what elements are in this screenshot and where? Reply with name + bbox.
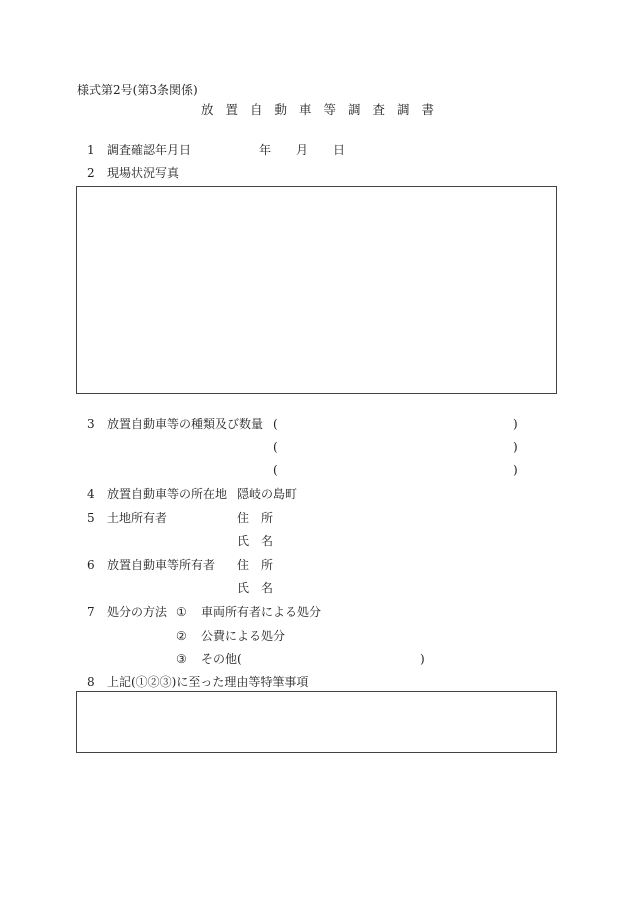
paren-close: ) <box>513 463 518 477</box>
option-3-mark: ③ <box>176 652 187 666</box>
item-7-label: 処分の方法 <box>107 605 168 619</box>
option-1-text: 車両所有者による処分 <box>201 605 322 619</box>
paren-open: ( <box>273 417 278 431</box>
option-1-mark: ① <box>176 605 187 619</box>
item-1-number: 1 <box>87 143 95 157</box>
paren-close: ) <box>513 417 518 431</box>
month-label: 月 <box>296 143 309 157</box>
document-title: 放置自動車等調査調書 <box>201 102 447 117</box>
option-2-text: 公費による処分 <box>201 629 286 643</box>
address-label: 住 所 <box>237 511 274 525</box>
location-value: 隠岐の島町 <box>237 487 298 501</box>
item-8-number: 8 <box>87 675 95 689</box>
option-3-text: その他( <box>201 652 242 666</box>
photo-box <box>76 186 557 394</box>
item-2-number: 2 <box>87 166 95 180</box>
item-4-label: 放置自動車等の所在地 <box>107 487 228 501</box>
option-2-mark: ② <box>176 629 187 643</box>
year-label: 年 <box>259 143 272 157</box>
paren-open: ( <box>273 440 278 454</box>
item-3-label: 放置自動車等の種類及び数量 <box>107 417 264 431</box>
name-label: 氏 名 <box>237 534 274 548</box>
name-label: 氏 名 <box>237 581 274 595</box>
item-5-label: 土地所有者 <box>107 511 168 525</box>
form-number-label: 様式第2号(第3条関係) <box>77 83 198 97</box>
day-label: 日 <box>333 143 346 157</box>
remarks-box <box>76 691 557 753</box>
item-4-number: 4 <box>87 487 95 501</box>
item-5-number: 5 <box>87 511 95 525</box>
paren-close: ) <box>420 652 425 666</box>
address-label: 住 所 <box>237 558 274 572</box>
paren-close: ) <box>513 440 518 454</box>
item-6-number: 6 <box>87 558 95 572</box>
paren-open: ( <box>273 463 278 477</box>
item-2-label: 現場状況写真 <box>107 166 180 180</box>
item-6-label: 放置自動車等所有者 <box>107 558 216 572</box>
item-3-number: 3 <box>87 417 95 431</box>
item-7-number: 7 <box>87 605 95 619</box>
item-8-label: 上記(①②③)に至った理由等特筆事項 <box>107 675 309 689</box>
item-1-label: 調査確認年月日 <box>107 143 192 157</box>
